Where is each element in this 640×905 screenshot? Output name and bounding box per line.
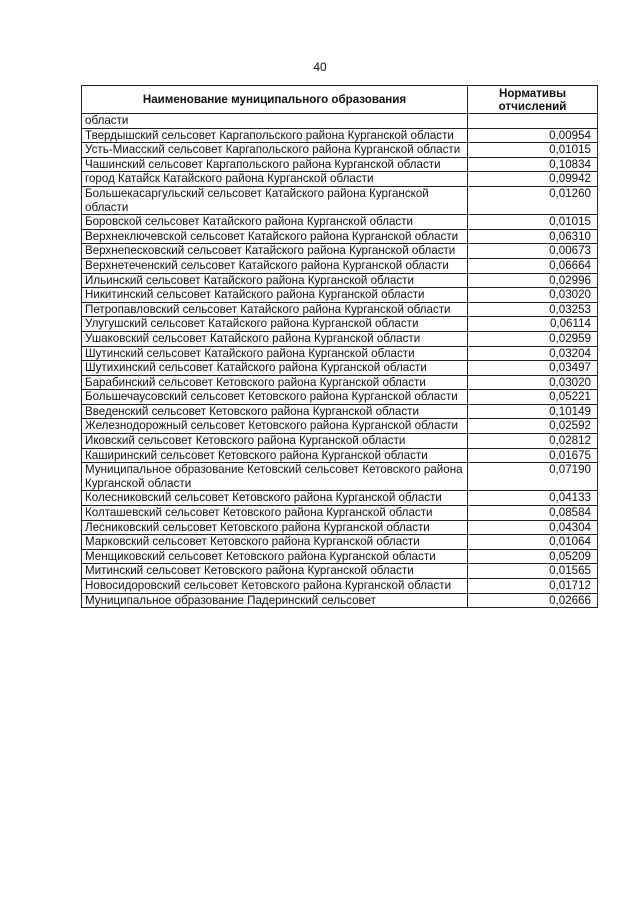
table-row: [82, 579, 598, 594]
municipality-name-cell: Улугушский сельсовет Катайского района Курганской области: [82, 317, 468, 332]
normative-value-cell: 0,03020: [468, 375, 598, 390]
municipality-name-cell: Никитинский сельсовет Катайского района Курганской области: [82, 288, 468, 303]
table-row: [82, 535, 598, 550]
municipality-name-cell: Ушаковский сельсовет Катайского района Курганской области: [82, 331, 468, 346]
page-number: 40: [313, 60, 327, 74]
municipality-name-cell: Шутихинский сельсовет Катайского района Курганской области: [82, 361, 468, 376]
municipality-name-cell: Муниципальное образование Падеринский сельсовет: [82, 593, 468, 608]
municipality-name-cell: Барабинский сельсовет Кетовского района Курганской области: [82, 375, 468, 390]
municipality-name-cell: Митинский сельсовет Кетовского района Курганской области: [82, 564, 468, 579]
table-row: [82, 346, 598, 361]
table-row: [82, 128, 598, 143]
column-header-name: Наименование муниципального образования: [82, 86, 468, 114]
table-row: [82, 506, 598, 521]
municipality-name-cell: Шутинский сельсовет Катайского района Курганской области: [82, 346, 468, 361]
normative-value-cell: 0,00954: [468, 128, 598, 143]
normative-value-cell: 0,10834: [468, 157, 598, 172]
table-row: [82, 549, 598, 564]
table-row: [82, 564, 598, 579]
municipality-name-cell: Железнодорожный сельсовет Кетовского района Курганской области: [82, 419, 468, 434]
normative-value-cell: 0,02812: [468, 434, 598, 449]
normative-value-cell: 0,02996: [468, 273, 598, 288]
normative-value-cell: 0,01064: [468, 535, 598, 550]
table-row: [82, 390, 598, 405]
municipality-name-cell: Большечаусовский сельсовет Кетовского района Курганской области: [82, 390, 468, 405]
table-row: [82, 404, 598, 419]
normative-value-cell: 0,01015: [468, 215, 598, 230]
normative-value-cell: [468, 114, 598, 129]
normative-value-cell: 0,04133: [468, 491, 598, 506]
normative-value-cell: 0,10149: [468, 404, 598, 419]
normative-value-cell: 0,01712: [468, 579, 598, 594]
normative-value-cell: 0,02666: [468, 593, 598, 608]
normative-value-cell: 0,03253: [468, 302, 598, 317]
table-header-row: [82, 86, 598, 114]
normative-value-cell: 0,01565: [468, 564, 598, 579]
table-row: [82, 302, 598, 317]
normative-value-cell: 0,01675: [468, 448, 598, 463]
municipality-name-cell: Лесниковский сельсовет Кетовского района Курганской области: [82, 520, 468, 535]
table-row: [82, 157, 598, 172]
table-row: [82, 186, 598, 214]
table-row: [82, 273, 598, 288]
column-header-value: Нормативы отчислений: [468, 86, 598, 114]
table-row: [82, 114, 598, 129]
table-row: [82, 448, 598, 463]
table-row: [82, 361, 598, 376]
municipality-name-cell: Менщиковский сельсовет Кетовского района Курганской области: [82, 549, 468, 564]
table-row: [82, 244, 598, 259]
normative-value-cell: 0,05221: [468, 390, 598, 405]
table-row: [82, 215, 598, 230]
normative-value-cell: 0,05209: [468, 549, 598, 564]
municipality-name-cell: Верхнепесковский сельсовет Катайского района Курганской области: [82, 244, 468, 259]
municipality-name-cell: Большекасаргульский сельсовет Катайского района Курганской области: [82, 186, 468, 214]
municipality-name-cell: Введенский сельсовет Кетовского района Курганской области: [82, 404, 468, 419]
table-row: [82, 229, 598, 244]
normative-value-cell: 0,06310: [468, 229, 598, 244]
table-row: [82, 143, 598, 158]
table-row: [82, 520, 598, 535]
table-row: [82, 593, 598, 608]
normative-value-cell: 0,01015: [468, 143, 598, 158]
normative-value-cell: 0,01260: [468, 186, 598, 214]
normative-value-cell: 0,09942: [468, 172, 598, 187]
table-row: [82, 491, 598, 506]
municipality-name-cell: Иковский сельсовет Кетовского района Курганской области: [82, 434, 468, 449]
municipality-name-cell: Колташевский сельсовет Кетовского района Курганской области: [82, 506, 468, 521]
normative-value-cell: 0,03020: [468, 288, 598, 303]
table-row: [82, 288, 598, 303]
normatives-table: [81, 85, 598, 608]
table-row: [82, 172, 598, 187]
table-row: [82, 419, 598, 434]
municipality-name-cell: Боровской сельсовет Катайского района Курганской области: [82, 215, 468, 230]
municipality-name-cell: Верхнеключевской сельсовет Катайского района Курганской области: [82, 229, 468, 244]
normative-value-cell: 0,06664: [468, 258, 598, 273]
municipality-name-cell: Колесниковский сельсовет Кетовского района Курганской области: [82, 491, 468, 506]
table-row: [82, 463, 598, 491]
municipality-name-cell: Ильинский сельсовет Катайского района Курганской области: [82, 273, 468, 288]
municipality-name-cell: области: [82, 114, 468, 129]
municipality-name-cell: город Катайск Катайского района Курганской области: [82, 172, 468, 187]
table-row: [82, 434, 598, 449]
municipality-name-cell: Муниципальное образование Кетовский сельсовет Кетовского района Курганской области: [82, 463, 468, 491]
municipality-name-cell: Усть-Миасский сельсовет Каргапольского района Курганской области: [82, 143, 468, 158]
municipality-name-cell: Чашинский сельсовет Каргапольского района Курганской области: [82, 157, 468, 172]
normative-value-cell: 0,08584: [468, 506, 598, 521]
normative-value-cell: 0,02592: [468, 419, 598, 434]
table-row: [82, 258, 598, 273]
normative-value-cell: 0,04304: [468, 520, 598, 535]
table-row: [82, 375, 598, 390]
municipality-name-cell: Каширинский сельсовет Кетовского района Курганской области: [82, 448, 468, 463]
normative-value-cell: 0,07190: [468, 463, 598, 491]
normative-value-cell: 0,02959: [468, 331, 598, 346]
normative-value-cell: 0,03497: [468, 361, 598, 376]
municipality-name-cell: Твердышский сельсовет Каргапольского района Курганской области: [82, 128, 468, 143]
municipality-name-cell: Петропавловский сельсовет Катайского района Курганской области: [82, 302, 468, 317]
normative-value-cell: 0,06114: [468, 317, 598, 332]
table-row: [82, 317, 598, 332]
normative-value-cell: 0,00673: [468, 244, 598, 259]
municipality-name-cell: Марковский сельсовет Кетовского района Курганской области: [82, 535, 468, 550]
municipality-name-cell: Новосидоровский сельсовет Кетовского района Курганской области: [82, 579, 468, 594]
normative-value-cell: 0,03204: [468, 346, 598, 361]
municipality-name-cell: Верхнетеченский сельсовет Катайского района Курганской области: [82, 258, 468, 273]
table-row: [82, 331, 598, 346]
